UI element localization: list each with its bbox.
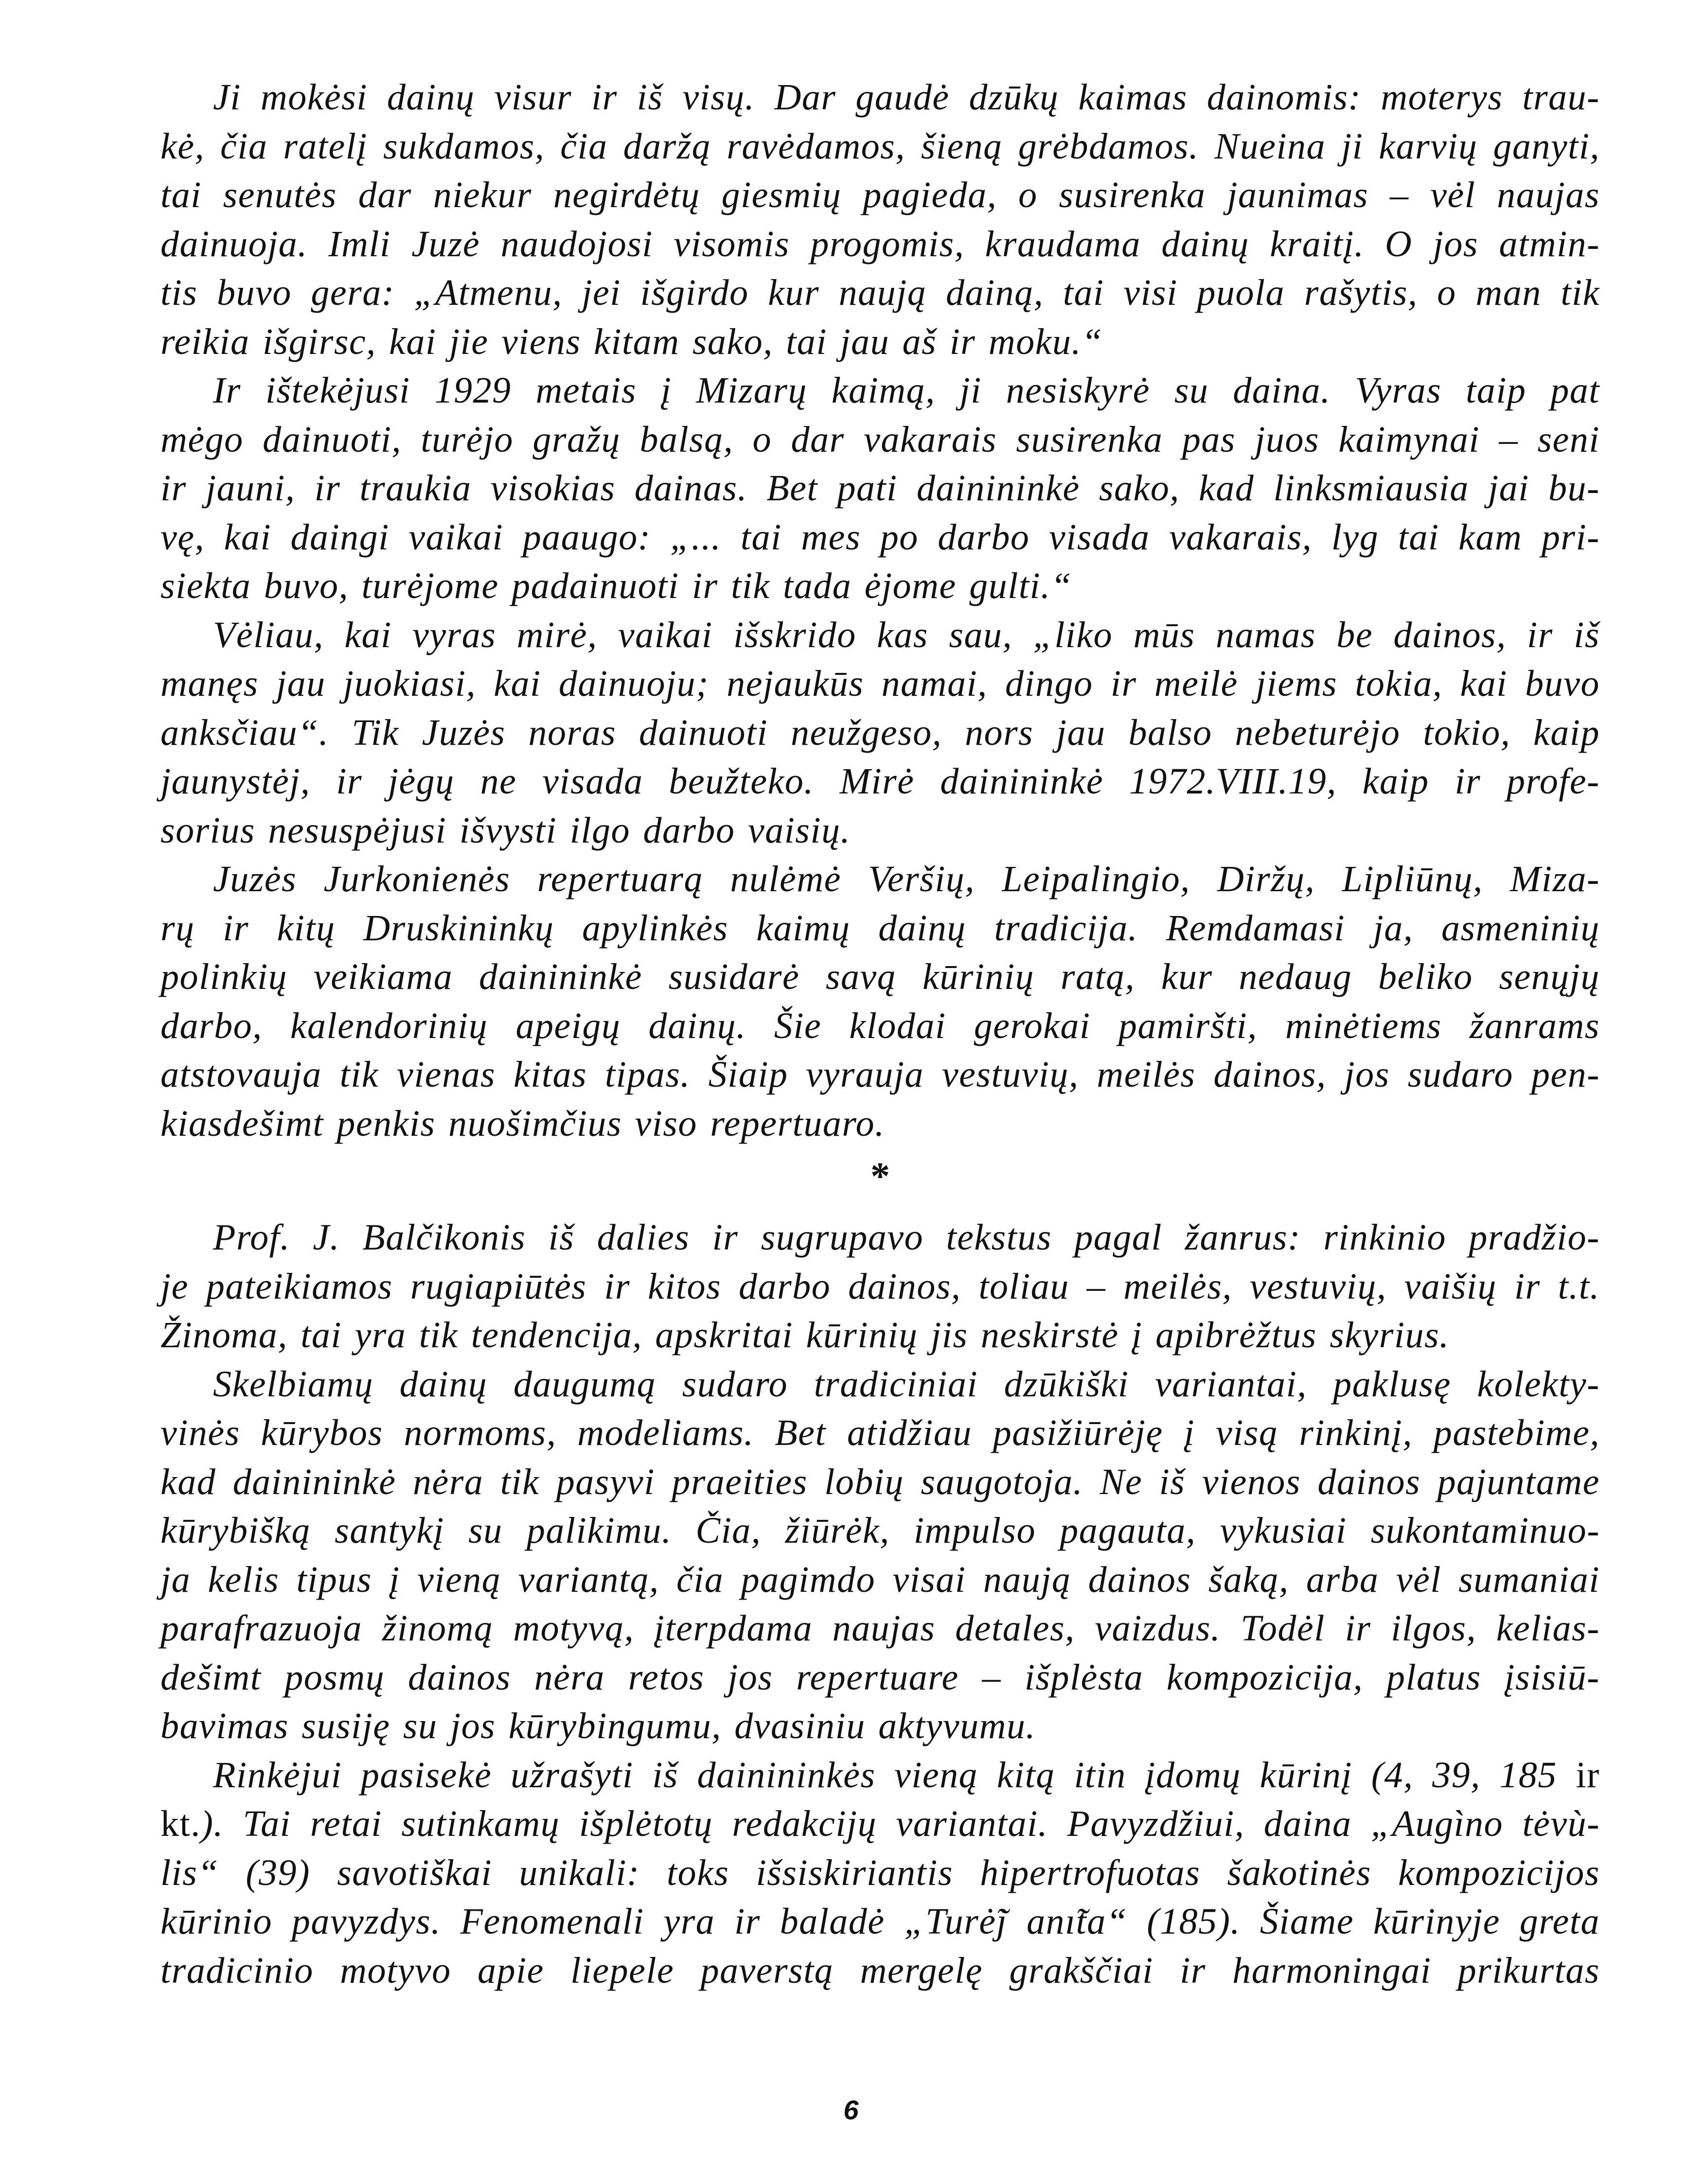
text-line: vę, kai daingi vaikai paaugo: „... tai mes po darbo visada vakarais, lyg tai kam pri- (160, 516, 1600, 558)
paragraph-3 (160, 611, 1600, 855)
text-line: tradicinio motyvo apie liepele paverstą mergelę grakščiai ir harmoningai prikurtas (160, 1950, 1600, 1991)
text-line (160, 1799, 1600, 1849)
text-line: lis“ (39) savotiškai unikali: toks išsiskiriantis hipertrofuotas šakotinės kompozicijos (160, 1852, 1600, 1893)
text-upright: kt. (160, 1803, 201, 1844)
text-upright: ir (1576, 1754, 1600, 1796)
text-line: Prof. J. Balčikonis iš dalies ir sugrupavo tekstus pagal žanrus: rinkinio pradžio- (213, 1217, 1600, 1258)
text-line: Juzės Jurkonienės repertuarą nulėmė Veršių, Leipalingio, Diržų, Lipliūnų, Miza- (213, 859, 1600, 899)
text-italic: ). Tai retai sutinkamų išplėtotų redakcijų variantai. Pavyzdžiui, daina „Augìno tėvù- (200, 1803, 1600, 1844)
text-line: atstovauja tik vienas kitas tipas. Šiaip vyrauja vestuvių, meilės dainos, jos sudaro pen- (160, 1054, 1600, 1095)
text-line: rų ir kitų Druskininkų apylinkės kaimų dainų tradicija. Remdamasi ja, asmeninių (160, 907, 1600, 949)
text-line: kūrybišką santykį su palikimu. Čia, žiūrėk, impulso pagauta, vykusiai sukontaminuo- (160, 1510, 1600, 1551)
text-line: reikia išgirsc, kai jie viens kitam sako, tai jau aš ir moku.“ (160, 321, 1103, 362)
paragraph-6 (160, 1360, 1600, 1751)
text-line: darbo, kalendorinių apeigų dainų. Šie klodai gerokai pamiršti, minėtiems žanrams (160, 1005, 1600, 1046)
text-line: sorius nesuspėjusi išvysti ilgo darbo vaisių. (160, 810, 851, 851)
paragraph-7 (160, 1751, 1600, 1995)
text-line: vinės kūrybos normoms, modeliams. Bet atidžiau pasižiūrėję į visą rinkinį, pastebime, (160, 1412, 1600, 1453)
text-line: manęs jau juokiasi, kai dainuoju; nejaukūs namai, dingo ir meilė jiems tokia, kai buvo (160, 663, 1600, 704)
paragraph-2 (160, 366, 1600, 611)
text-line: tai senutės dar niekur negirdėtų giesmių pagieda, o susirenka jaunimas – vėl naujas (160, 175, 1600, 215)
text-line: ja kelis tipus į vieną variantą, čia pagimdo visai naują dainos šaką, arba vėl sumaniai (160, 1559, 1600, 1600)
paragraph-5 (160, 1213, 1600, 1360)
book-page (160, 73, 1600, 1995)
text-line: polinkių veikiama dainininkė susidarė savą kūrinių ratą, kur nedaug beliko senųjų (160, 956, 1600, 997)
text-line: anksčiau“. Tik Juzės noras dainuoti neužgeso, nors jau balso nebeturėjo tokio, kaip (160, 712, 1600, 753)
text-line: siekta buvo, turėjome padainuoti ir tik tada ėjome gulti.“ (160, 565, 1072, 606)
text-line: Vėliau, kai vyras mirė, vaikai išskrido kas sau, „liko mūs namas be dainos, ir iš (213, 614, 1600, 655)
text-line: parafrazuoja žinomą motyvą, įterpdama naujas detales, vaizdus. Todėl ir ilgos, kelias- (160, 1608, 1600, 1649)
text-line: kad dainininkė nėra tik pasyvi praeities lobių saugotoja. Ne iš vienos dainos pajuntame (160, 1461, 1600, 1502)
text-line: dešimt posmų dainos nėra retos jos repertuare – išplėsta kompozicija, platus įsisiū- (160, 1656, 1600, 1698)
text-line: Ir ištekėjusi 1929 metais į Mizarų kaimą, ji nesiskyrė su daina. Vyras taip pat (213, 370, 1600, 411)
text-line: Ji mokėsi dainų visur ir iš visų. Dar gaudė dzūkų kaimas dainomis: moterys trau- (213, 77, 1600, 118)
text-line: Žinoma, tai yra tik tendencija, apskritai kūrinių jis neskirstė į apibrėžtus skyrius. (160, 1315, 1450, 1356)
paragraph-4 (160, 855, 1600, 1148)
text-line: tis buvo gera: „Atmenu, jei išgirdo kur naują dainą, tai visi puola rašytis, o man tik (160, 272, 1600, 313)
text-line: kė, čia ratelį sukdamos, čia daržą ravėdamos, šieną grėbdamos. Nueina ji karvių ganyti, (160, 125, 1600, 167)
text-line: kiasdešimt penkis nuošimčius viso repertuaro. (160, 1103, 885, 1144)
text-line: Skelbiamų dainų daugumą sudaro tradiciniai dzūkiški variantai, paklusę kolekty- (213, 1363, 1600, 1405)
text-line (160, 1751, 1600, 1800)
page-number: 6 (843, 2095, 859, 2125)
paragraph-1 (160, 73, 1600, 366)
text-line: bavimas susiję su jos kūrybingumu, dvasiniu aktyvumu. (160, 1706, 1036, 1746)
text-line: ir jauni, ir traukia visokias dainas. Bet pati dainininkė sako, kad linksmiausia jai bu- (160, 468, 1600, 509)
text-line: je pateikiamos rugiapiūtės ir kitos darbo dainos, toliau – meilės, vestuvių, vaišių ir t.t. (160, 1266, 1600, 1307)
text-line: dainuoja. Imli Juzė naudojosi visomis progomis, kraudama dainų kraitį. O jos atmin- (160, 223, 1600, 264)
text-italic: Rinkėjui pasisekė užrašyti iš dainininkės vieną kitą itin įdomų kūrinį (4, 39, 185 (213, 1754, 1576, 1796)
text-line: mėgo dainuoti, turėjo gražų balsą, o dar vakarais susirenka pas juos kaimynai – seni (160, 419, 1600, 460)
text-line: kūrinio pavyzdys. Fenomenali yra ir baladė „Turė̃j anı̃ta“ (185). Šiame kūrinyje greta (160, 1901, 1600, 1942)
text-line: jaunystėj, ir jėgų ne visada beužteko. Mirė dainininkė 1972.VIII.19, kaip ir profe- (160, 761, 1600, 802)
section-separator-asterisk: * (870, 1155, 890, 1198)
